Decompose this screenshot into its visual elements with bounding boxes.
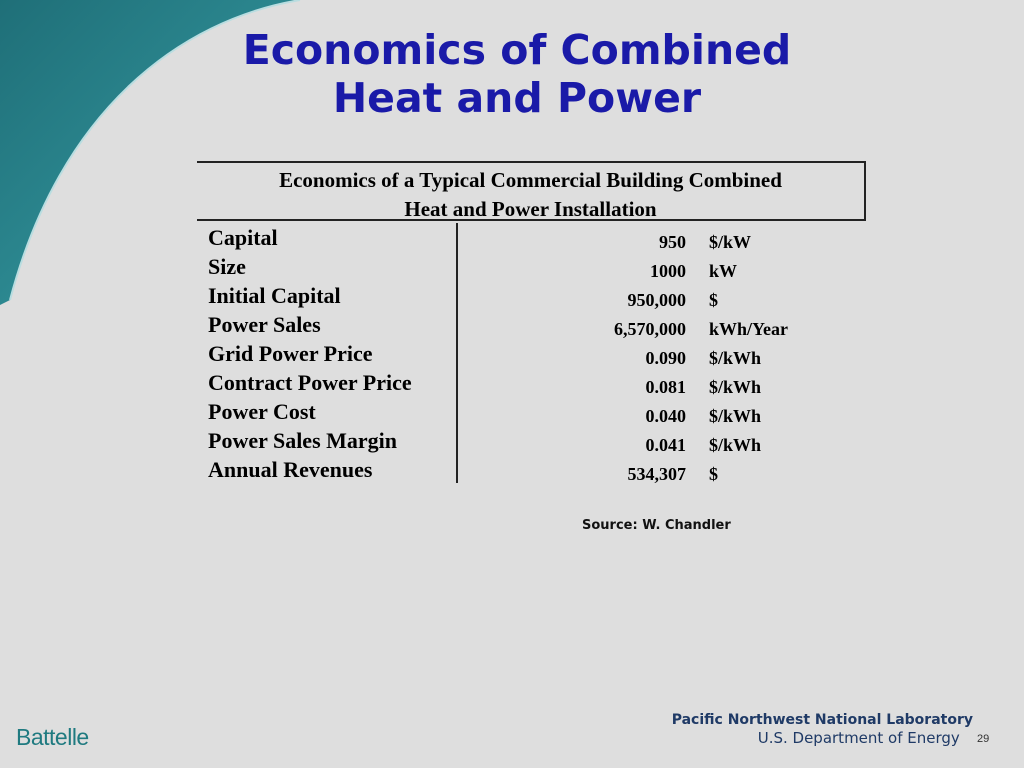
row-label: Size [208, 254, 246, 279]
row-label: Grid Power Price [208, 341, 373, 366]
doe-name: U.S. Department of Energy [757, 729, 960, 747]
table-row [0, 370, 1024, 399]
table-row [0, 225, 1024, 254]
row-value: 0.090 [645, 348, 686, 368]
table-row [0, 457, 1024, 486]
row-label: Power Cost [208, 399, 316, 424]
row-unit: $/kWh [709, 435, 762, 455]
row-unit: kWh/Year [709, 319, 789, 339]
row-unit: $ [709, 464, 718, 484]
row-label: Capital [208, 225, 278, 250]
row-unit: kW [709, 261, 738, 281]
row-label: Initial Capital [208, 283, 341, 308]
row-unit: $/kWh [709, 406, 762, 426]
row-label: Power Sales [208, 312, 321, 337]
row-value: 6,570,000 [614, 319, 686, 339]
row-value: 0.041 [645, 435, 686, 455]
row-label: Contract Power Price [208, 370, 412, 395]
table-header-line-1: Economics of a Typical Commercial Building Combined [279, 168, 782, 192]
row-value: 534,307 [627, 464, 686, 484]
title-line-2: Heat and Power [332, 74, 702, 122]
table-row [0, 283, 1024, 312]
page-title [180, 26, 854, 122]
row-value: 1000 [650, 261, 686, 281]
row-unit: $/kWh [709, 377, 762, 397]
row-unit: $ [709, 290, 718, 310]
row-label: Power Sales Margin [208, 428, 398, 453]
table-row [0, 399, 1024, 428]
battelle-logo: Battelle [16, 724, 89, 750]
pnnl-logo [672, 712, 973, 747]
row-value: 0.040 [645, 406, 686, 426]
table-row [0, 428, 1024, 457]
title-line-1: Economics of Combined [242, 26, 792, 74]
table-row [0, 341, 1024, 370]
row-value: 950 [659, 232, 686, 252]
table-header-line-2: Heat and Power Installation [404, 197, 657, 221]
row-label: Annual Revenues [208, 457, 373, 482]
table-row [0, 312, 1024, 341]
page-number: 29 [977, 733, 990, 745]
source-caption: Source: W. Chandler [582, 518, 731, 533]
row-value: 0.081 [645, 377, 686, 397]
pnnl-name: Pacific Northwest National Laboratory [671, 712, 973, 728]
table-row [0, 254, 1024, 283]
row-unit: $/kWh [709, 348, 762, 368]
row-unit: $/kW [709, 232, 752, 252]
table-header [197, 161, 866, 221]
row-value: 950,000 [627, 290, 686, 310]
